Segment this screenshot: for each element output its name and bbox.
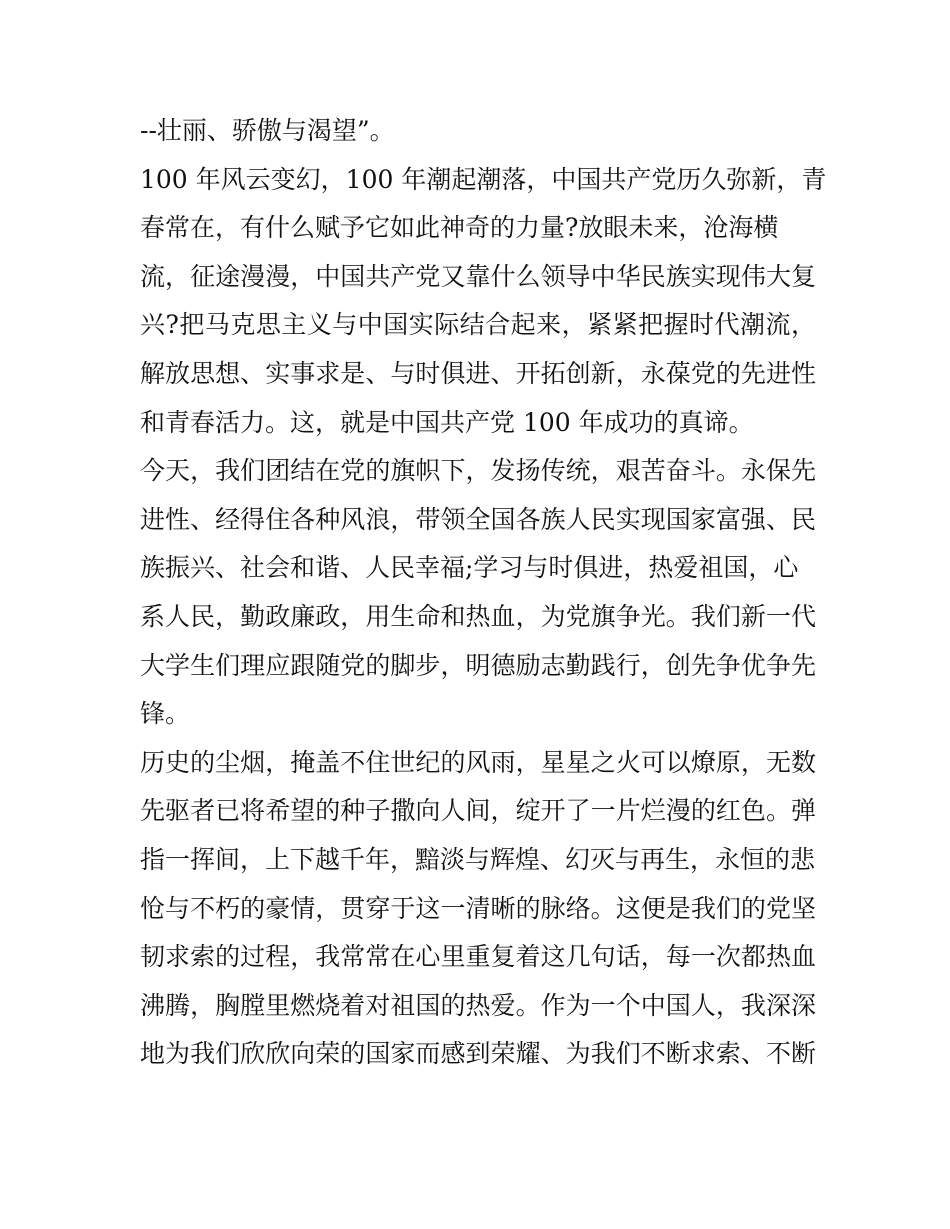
text-line: 流，征途漫漫，中国共产党又靠什么领导中华民族实现伟大复: [140, 261, 816, 291]
document-body: [140, 107, 827, 1079]
text-line: 兴?把马克思主义与中国实际结合起来，紧紧把握时代潮流，: [140, 310, 816, 340]
text-line: 进性、经得住各种风浪，带领全国各族人民实现国家富强、民: [140, 504, 816, 534]
text-line: 指一挥间，上下越千年，黯淡与辉煌、幻灭与再生，永恒的悲: [140, 844, 816, 874]
text-line: 系人民，勤政廉政，用生命和热血，为党旗争光。我们新一代: [140, 601, 816, 631]
text-line: 沸腾，胸膛里燃烧着对祖国的热爱。作为一个中国人，我深深: [140, 990, 816, 1020]
text-line: 100 年风云变幻，100 年潮起潮落，中国共产党历久弥新，青: [140, 164, 827, 194]
text-line: 和青春活力。这，就是中国共产党 100 年成功的真谛。: [140, 407, 754, 437]
text-line: 今天，我们团结在党的旗帜下，发扬传统，艰苦奋斗。永保先: [140, 456, 816, 486]
text-line: 韧求索的过程，我常常在心里重复着这几句话，每一次都热血: [140, 942, 816, 972]
text-line: 先驱者已将希望的种子撒向人间，绽开了一片烂漫的红色。弹: [140, 796, 816, 826]
text-line: 大学生们理应跟随党的脚步，明德励志勤践行，创先争优争先: [140, 650, 816, 680]
text-line: 解放思想、实事求是、与时俱进、开拓创新，永葆党的先进性: [140, 358, 816, 388]
text-line: 历史的尘烟，掩盖不住世纪的风雨，星星之火可以燎原，无数: [140, 747, 816, 777]
text-line: 春常在，有什么赋予它如此神奇的力量?放眼未来，沧海横: [140, 213, 779, 243]
text-line: 锋。: [140, 699, 191, 729]
text-line: 族振兴、社会和谐、人民幸福;学习与时俱进，热爱祖国，心: [140, 553, 799, 583]
text-line: 怆与不朽的豪情，贯穿于这一清晰的脉络。这便是我们的党坚: [140, 893, 816, 923]
text-line: 地为我们欣欣向荣的国家而感到荣耀、为我们不断求索、不断: [140, 1039, 816, 1069]
text-line: --壮丽、骄傲与渴望”。: [140, 116, 395, 145]
